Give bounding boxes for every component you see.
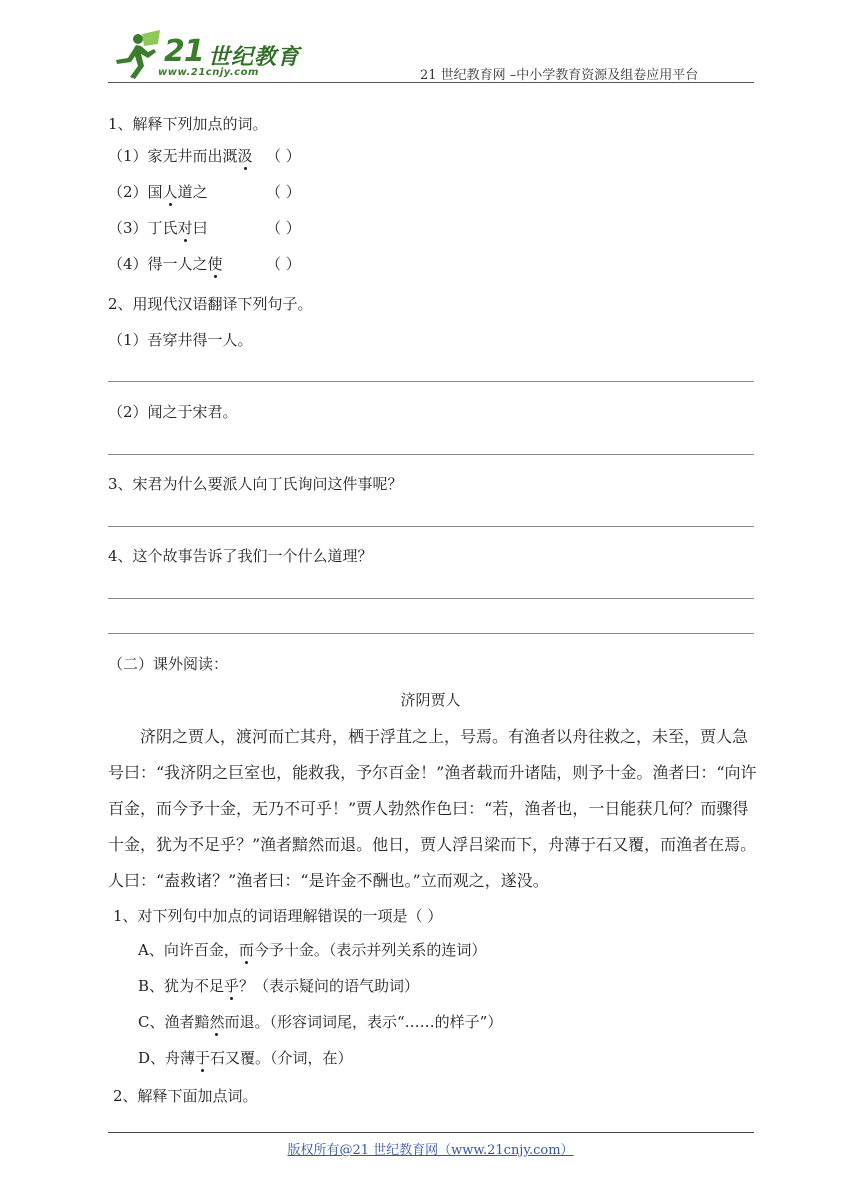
- footer-divider: [108, 1132, 754, 1133]
- site-slogan: 21 世纪教育网 –中小学教育资源及组卷应用平台: [420, 68, 699, 83]
- q1-item-4-pre: （4）得一人之: [108, 255, 208, 273]
- mc-option-c-dotted-word: 然: [209, 1013, 225, 1031]
- story-line-1: 济阴之贾人，渡河而亡其舟，栖于浮苴之上，号焉。有渔者以舟往救之，未至，贾人急: [140, 727, 749, 746]
- q-last-title: 2、解释下面加点词。: [113, 1087, 258, 1105]
- q1-item-4-blank: （ ）: [266, 255, 301, 273]
- q1-title: 1、解释下列加点的词。: [108, 115, 268, 133]
- mc-option-b-post: ？（表示疑问的语气助词）: [239, 977, 420, 995]
- mc-option-b-dotted-word: 乎: [224, 977, 240, 995]
- mc-option-d-post: 石又覆。（介词，在）: [210, 1049, 353, 1067]
- mc-option-d-dotted-word: 于: [195, 1049, 211, 1067]
- header-divider: [108, 82, 754, 83]
- mc-option-a-dotted-word: 而: [238, 941, 254, 959]
- mc-option-a-post: 今予十金。（表示并列关系的连词）: [253, 941, 487, 959]
- q1-item-1-dotted-word: 汲: [237, 147, 253, 165]
- logo-url: www.21cnjy.com: [158, 67, 259, 78]
- q1-item-3: [108, 218, 208, 238]
- copyright-link[interactable]: 版权所有@21 世纪教育网（www.21cnjy.com）: [287, 1143, 574, 1158]
- q1-item-4: [108, 254, 223, 274]
- q1-item-4-dotted-word: 使: [207, 255, 223, 273]
- runner-icon: [108, 30, 164, 80]
- mc-title: 1、对下列句中加点的词语理解错误的一项是（ ）: [113, 907, 443, 925]
- story-title: 济阴贾人: [400, 691, 461, 709]
- answer-line-q2-1: [108, 381, 754, 382]
- q4-title: 4、这个故事告诉了我们一个什么道理？: [108, 547, 373, 565]
- q1-item-3-post: 曰: [192, 219, 208, 237]
- mc-option-a: [138, 940, 486, 960]
- story-line-5: 人曰：“盍救诸？”渔者曰：“是许金不酬也。”立而观之，遂没。: [108, 871, 549, 890]
- q1-item-2-post: 道之: [177, 183, 208, 201]
- mc-option-c: [138, 1012, 502, 1032]
- logo-number: 21: [164, 34, 204, 69]
- q1-item-3-blank: （ ）: [266, 219, 301, 237]
- mc-option-c-post: 而退。（形容词词尾，表示“……的样子”）: [224, 1013, 503, 1031]
- logo-name: 世纪教育: [208, 45, 301, 70]
- answer-line-q3: [108, 526, 754, 527]
- q2-sentence-1: （1）吾穿井得一人。: [108, 331, 253, 349]
- answer-line-q2-2: [108, 454, 754, 455]
- mc-option-b: [138, 976, 419, 996]
- site-logo: [108, 30, 308, 82]
- q2-sentence-2: （2）闻之于宋君。: [108, 403, 238, 421]
- story-line-3: 百金，而今予十金，无乃不可乎！”贾人勃然作色曰：“若，渔者也，一日能获几何？而骤得: [108, 799, 749, 818]
- q1-item-1: [108, 146, 253, 166]
- answer-line-q4-2: [108, 633, 754, 634]
- mc-option-d-pre: D、舟薄: [138, 1049, 196, 1067]
- mc-option-d: [138, 1048, 353, 1068]
- mc-option-b-pre: B、犹为不足: [138, 977, 225, 995]
- q1-item-3-pre: （3）丁氏: [108, 219, 178, 237]
- q1-item-2-blank: （ ）: [266, 183, 301, 201]
- q1-item-2-pre: （2）国: [108, 183, 163, 201]
- story-line-2: 号曰：“我济阴之巨室也，能救我，予尔百金！”渔者载而升诸陆，则予十金。渔者曰：“向许: [108, 763, 757, 782]
- mc-option-c-pre: C、渔者黯: [138, 1013, 210, 1031]
- q1-item-1-pre: （1）家无井而出溉: [108, 147, 238, 165]
- q1-item-2: [108, 182, 208, 202]
- q2-title: 2、用现代汉语翻译下列句子。: [108, 295, 313, 313]
- q1-item-2-dotted-word: 人: [162, 183, 178, 201]
- q1-item-1-blank: （ ）: [266, 147, 301, 165]
- story-line-4: 十金，犹为不足乎？”渔者黯然而退。他日，贾人浮吕梁而下，舟薄于石又覆，而渔者在焉。: [108, 835, 757, 854]
- section-label: （二）课外阅读：: [108, 655, 229, 673]
- q3-title: 3、宋君为什么要派人向丁氏询问这件事呢？: [108, 475, 403, 493]
- answer-line-q4-1: [108, 598, 754, 599]
- mc-option-a-pre: A、向许百金，: [138, 941, 239, 959]
- q1-item-3-dotted-word: 对: [177, 219, 193, 237]
